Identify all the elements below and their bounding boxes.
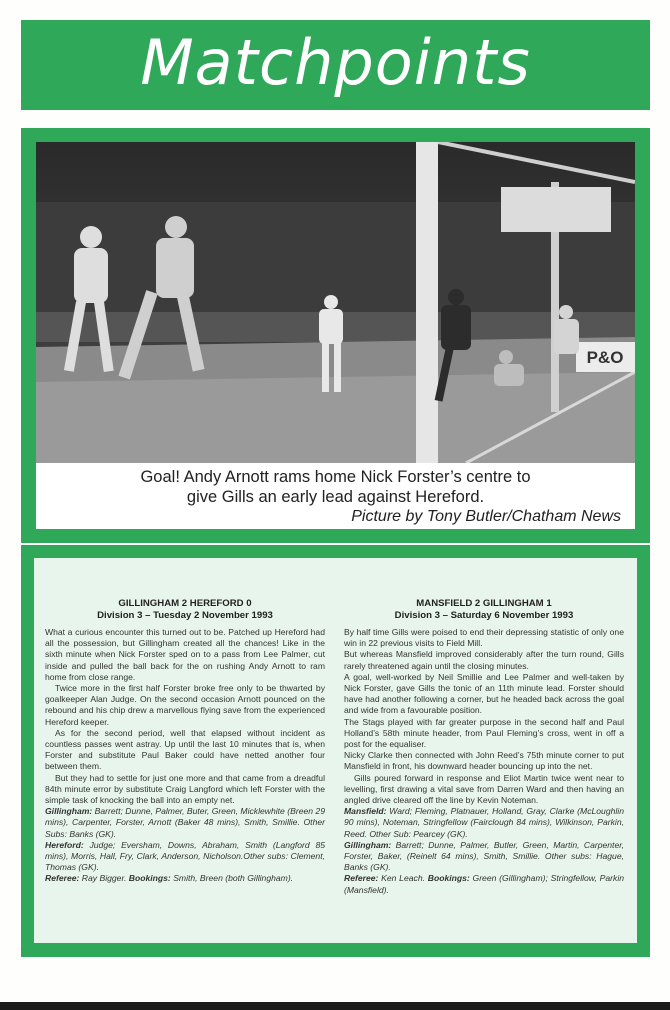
bookings-label: Bookings: bbox=[128, 873, 171, 884]
report-paragraph: Twice more in the first half Forster broke free only to be thwarted by goalkeeper Alan Judge. On the second occasion Arnott pounced on the rebound and his chip drew a marvellous flying save from the experienced Hereford keeper. bbox=[45, 683, 325, 727]
team-label: Mansfield: bbox=[344, 806, 387, 817]
team-lineup bbox=[344, 840, 624, 874]
bookings-label: Bookings: bbox=[427, 873, 470, 884]
officials-line bbox=[344, 873, 624, 895]
report-gillingham-hereford bbox=[45, 598, 325, 885]
report-date: Division 3 – Saturday 6 November 1993 bbox=[394, 610, 574, 621]
match-reports bbox=[34, 558, 637, 943]
bookings-list: Green (Gillingham); Stringfellow, Parkin (Mansfield). bbox=[344, 873, 625, 895]
team-label: Hereford: bbox=[45, 839, 84, 850]
team-label: Gillingham: bbox=[45, 806, 93, 817]
page-bottom-edge bbox=[0, 1002, 670, 1010]
report-score: GILLINGHAM 2 HEREFORD 0 bbox=[118, 598, 252, 609]
bookings-list: Smith, Breen (both Gillingham). bbox=[173, 873, 294, 884]
team-players: Ward; Fleming, Platnauer, Holland, Gray, Clarke (McLoughlin 90 mins), Noteman, Stringfellow (Fairclough 84 mins), Wilkinson, Parkin, Reed. Other Sub: Pearcey (GK). bbox=[344, 806, 624, 839]
report-paragraph: Gills poured forward in response and Eliot Martin twice went near to levelling, first drawing a vital save from Darren Ward and then having an angled drive cleared off the line by Kevin Noteman. bbox=[344, 772, 624, 806]
referee-name: Ray Bigger. bbox=[81, 873, 127, 884]
report-paragraph: As for the second period, well that elapsed without incident as countless passes went astray. Up until the last 10 minutes that is, when Forster and substitute Paul Baker could have netted another four between them. bbox=[45, 727, 325, 772]
photo-caption bbox=[36, 463, 635, 529]
report-paragraph: But whereas Mansfield improved considerably after the turn round, Gills rarely threatened again until the closing minutes. bbox=[344, 649, 624, 671]
match-photo-image bbox=[36, 142, 635, 463]
report-paragraph: What a curious encounter this turned out to be. Patched up Hereford had all the possession, but Gillingham created all the chances! Like in the sixth minute when Nick Forster sped on to a pass from Lee Palmer, cut inside and pulled the ball back for the on rushing Andy Arnott to ram home from close range. bbox=[45, 627, 325, 682]
report-mansfield-gillingham bbox=[344, 598, 624, 896]
caption-line: give Gills an early lead against Hereford. bbox=[186, 488, 485, 506]
report-paragraph: By half time Gills were poised to end their depressing statistic of only one win in 22 previous visits to Field Mill. bbox=[344, 627, 624, 649]
report-paragraph: Nicky Clarke then connected with John Reed’s 75th minute corner to put Mansfield in front, his downward header bouncing up into the net. bbox=[344, 750, 624, 772]
caption-line: Goal! Andy Arnott rams home Nick Forster’s centre to bbox=[140, 468, 531, 486]
referee-name: Ken Leach. bbox=[381, 873, 425, 884]
title-banner bbox=[21, 20, 650, 110]
team-label: Gillingham: bbox=[344, 839, 392, 850]
team-lineup bbox=[45, 840, 325, 874]
report-paragraph: The Stags played with far greater purpose in the second half and Paul Holland’s 58th minute header, from Paul Fleming’s cross, went in off a post for the equaliser. bbox=[344, 716, 624, 750]
team-lineup bbox=[45, 806, 325, 840]
team-players: Barrett; Dunne, Palmer, Butler, Green, Martin, Carpenter, Forster, Baker, (Reinelt 64 mins), Smith, Smillie. Other subs: Hague, Banks (GK). bbox=[344, 839, 625, 873]
board-sign: P&O bbox=[586, 348, 624, 367]
report-paragraph: A goal, well-worked by Neil Smillie and Lee Palmer and well-taken by Nick Forster, gave Gills the tonic of an 11th minute lead. Forster should have had another following a corner, but he headed back across the goal and wide from a favourable position. bbox=[344, 671, 624, 716]
match-reports-frame bbox=[21, 545, 650, 957]
match-photo bbox=[36, 142, 635, 463]
report-score: MANSFIELD 2 GILLINGHAM 1 bbox=[416, 598, 552, 609]
team-players: Judge; Eversham, Downs, Abraham, Smith (Langford 85 mins), Morris, Hall, Fry, Clark, Anderson, Nicholson.Other subs: Clement, Thomas (GK). bbox=[45, 839, 326, 873]
report-heading bbox=[45, 598, 325, 622]
report-date: Division 3 – Tuesday 2 November 1993 bbox=[97, 610, 273, 621]
referee-label: Referee: bbox=[344, 873, 379, 884]
page-title: Matchpoints bbox=[140, 26, 531, 99]
team-lineup bbox=[344, 806, 624, 840]
photo-frame bbox=[21, 128, 650, 543]
referee-label: Referee: bbox=[45, 873, 80, 884]
report-heading bbox=[344, 598, 624, 622]
photo-credit: Picture by Tony Butler/Chatham News bbox=[351, 508, 621, 525]
report-paragraph: But they had to settle for just one more and that came from a dreadful 84th minute error by substitute Craig Langford which left Forster with the simple task of knocking the ball into an empty net. bbox=[45, 772, 325, 806]
officials-line bbox=[45, 873, 325, 884]
team-players: Barrett; Dunne, Palmer, Buter, Green, Micklewhite (Breen 29 mins), Carpenter, Forster, Arnott (Baker 48 mins), Smith, Smillie. Other Subs: Banks (GK). bbox=[45, 806, 325, 839]
